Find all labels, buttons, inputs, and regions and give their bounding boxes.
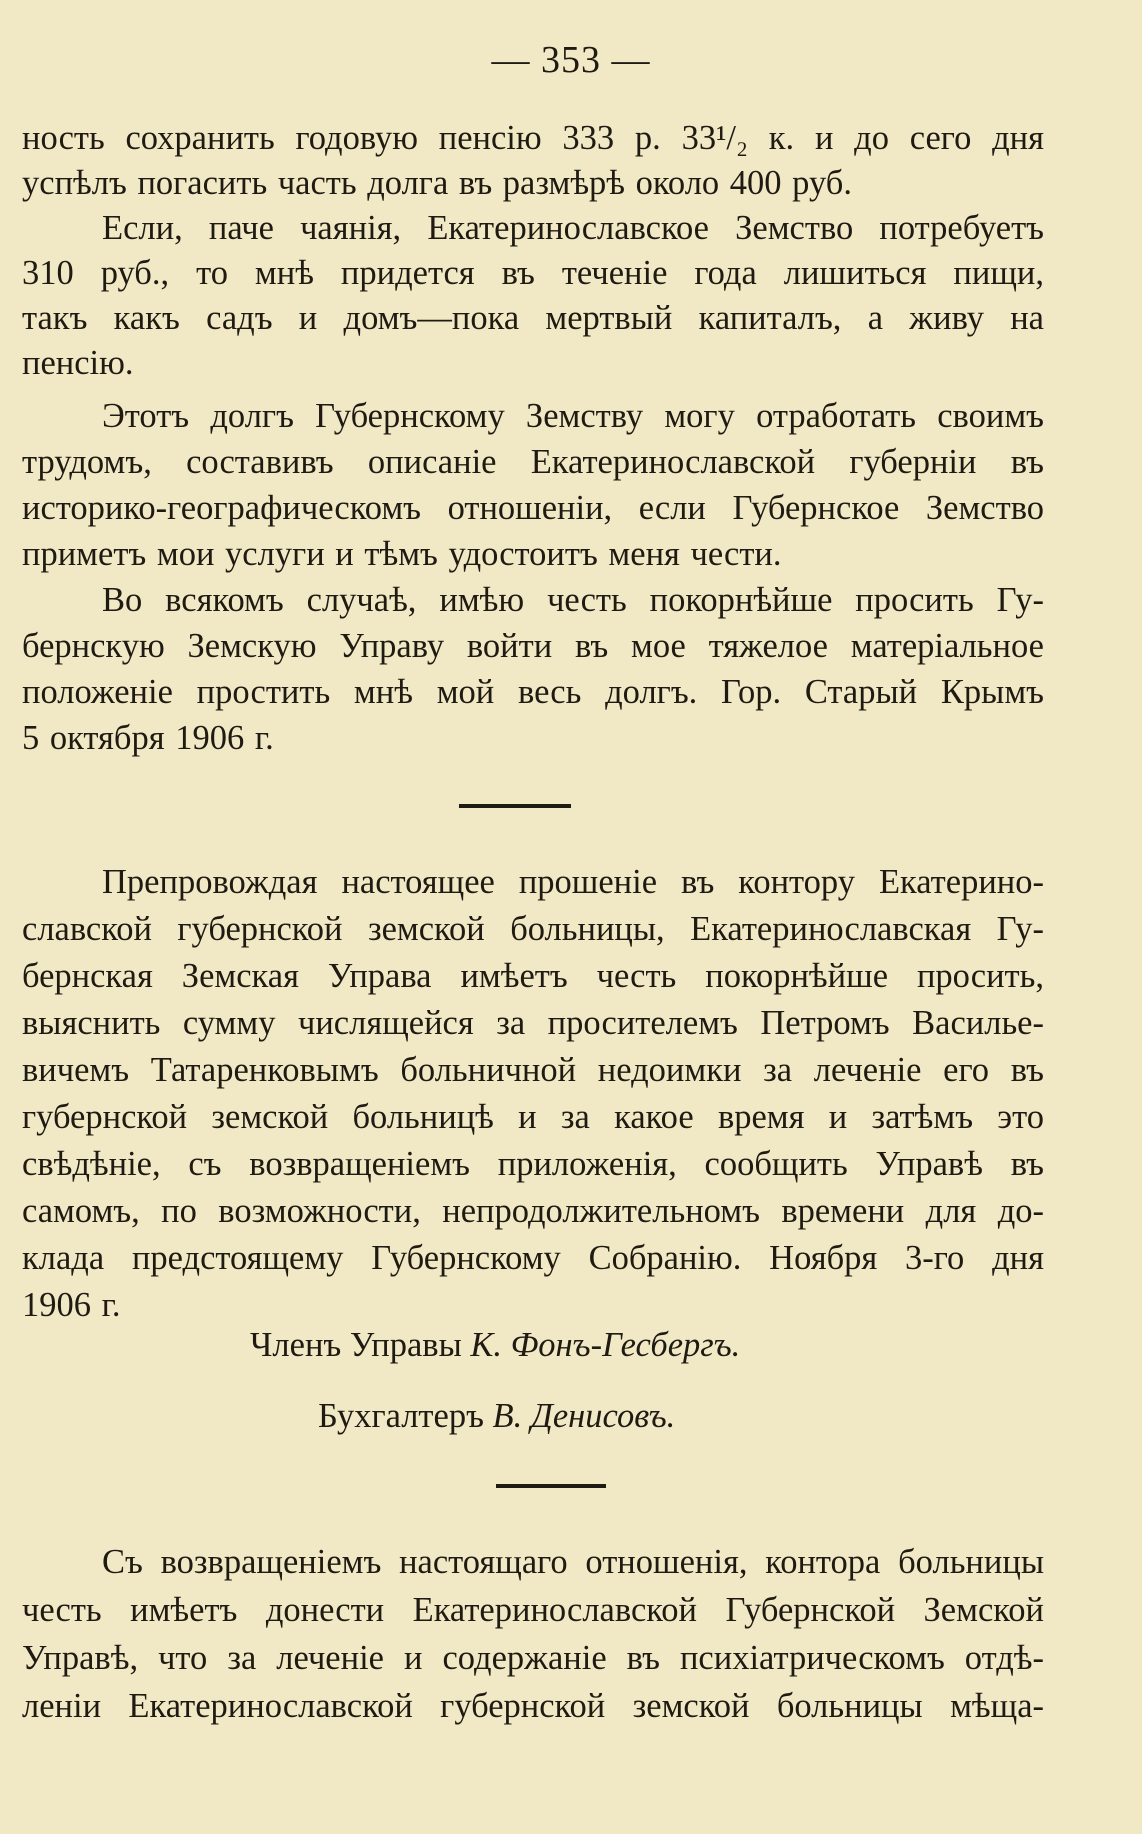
signature-member-title: Членъ Управы (250, 1326, 462, 1364)
text-line: 5 октября 1906 г. (22, 719, 274, 757)
text-line: историко-географическомъ отношеніи, если Губернское Земство (22, 489, 1044, 527)
signature-accountant-name: В. Денисовъ. (492, 1397, 676, 1435)
text-line: выяснить сумму числящейся за просителемъ Петромъ Василье- (22, 1004, 1044, 1042)
text-line: Во всякомъ случаѣ, имѣю честь покорнѣйше просить Гу- (102, 581, 1044, 619)
text-line: Препровождая настоящее прошеніе въ контору Екатерино- (102, 863, 1044, 901)
text-line: пенсію. (22, 344, 134, 382)
text-line: леніи Екатеринославской губернской земской больницы мѣща- (22, 1687, 1044, 1725)
signature-member (250, 1323, 740, 1367)
signature-accountant (318, 1394, 675, 1438)
signature-member-name: К. Фонъ-Гесбергъ. (470, 1326, 741, 1364)
text-line: Этотъ долгъ Губернскому Земству могу отработать своимъ (102, 397, 1044, 435)
section-divider (459, 804, 571, 808)
text-line: честь имѣетъ донести Екатеринославской Губернской Земской (22, 1591, 1044, 1629)
signature-accountant-title: Бухгалтеръ (318, 1397, 484, 1435)
text-line: самомъ, по возможности, непродолжительномъ времени для до- (22, 1192, 1044, 1230)
text-line: трудомъ, составивъ описаніе Екатеринославской губерніи въ (22, 443, 1044, 481)
text-line: Если, паче чаянія, Екатеринославское Земство потребуетъ (102, 209, 1044, 247)
text-line: Съ возвращеніемъ настоящаго отношенія, контора больницы (102, 1543, 1044, 1581)
text-line: успѣлъ погасить часть долга въ размѣрѣ около 400 руб. (22, 164, 852, 202)
text-line: ность сохранить годовую пенсію 333 р. 33¹/₂ к. и до сего дня (22, 119, 1044, 157)
text-line: губернской земской больницѣ и за какое время и затѣмъ это (22, 1098, 1044, 1136)
text-line: положеніе простить мнѣ мой весь долгъ. Гор. Старый Крымъ (22, 673, 1044, 711)
page-number: — 353 — (491, 39, 651, 81)
text-line: бернскую Земскую Управу войти въ мое тяжелое матеріальное (22, 627, 1044, 665)
text-line: 1906 г. (22, 1286, 121, 1324)
text-line: клада предстоящему Губернскому Собранію. Ноября 3-го дня (22, 1239, 1044, 1277)
text-line: 310 руб., то мнѣ придется въ теченіе года лишиться пищи, (22, 254, 1044, 292)
text-line: Управѣ, что за леченіе и содержаніе въ психіатрическомъ отдѣ- (22, 1639, 1044, 1677)
text-line: свѣдѣніе, съ возвращеніемъ приложенія, сообщить Управѣ въ (22, 1145, 1044, 1183)
text-line: вичемъ Татаренковымъ больничной недоимки за леченіе его въ (22, 1051, 1044, 1089)
section-divider (496, 1484, 606, 1488)
text-line: славской губернской земской больницы, Екатеринославская Гу- (22, 910, 1044, 948)
text-line: приметъ мои услуги и тѣмъ удостоитъ меня чести. (22, 535, 782, 573)
text-line: такъ какъ садъ и домъ—пока мертвый капиталъ, а живу на (22, 299, 1044, 337)
text-line: бернская Земская Управа имѣетъ честь покорнѣйше просить, (22, 957, 1044, 995)
